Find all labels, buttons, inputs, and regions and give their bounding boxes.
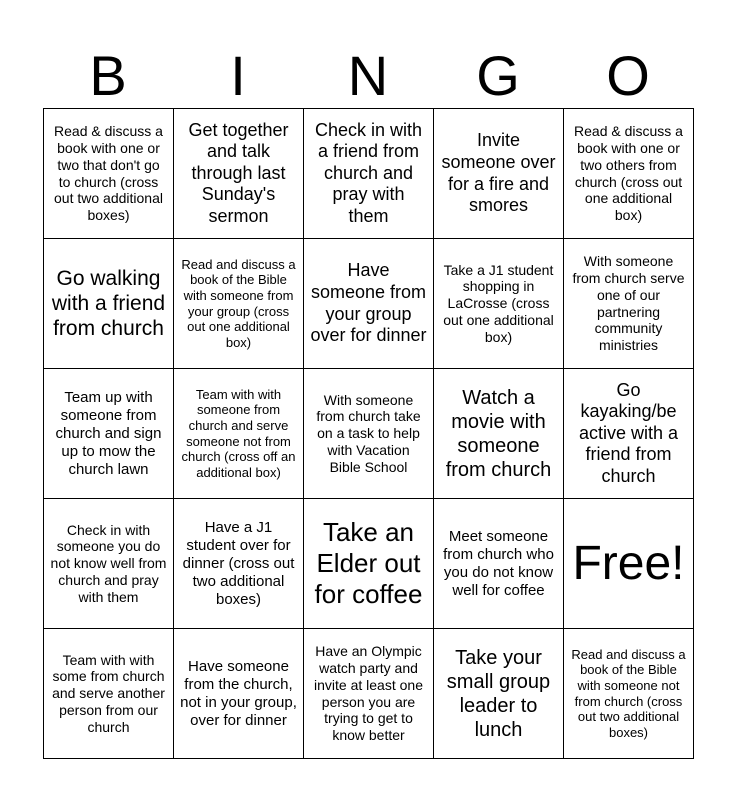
bingo-cell[interactable]: With someone from church serve one of our partnering community ministries — [564, 239, 694, 369]
bingo-cell[interactable]: Read and discuss a book of the Bible with someone not from church (cross out two additional boxes) — [564, 629, 694, 759]
bingo-card-grid — [43, 108, 694, 759]
bingo-cell[interactable]: With someone from church take on a task to help with Vacation Bible School — [304, 369, 434, 499]
free-space-cell[interactable]: Free! — [564, 499, 694, 629]
bingo-cell[interactable]: Check in with someone you do not know well from church and pray with them — [44, 499, 174, 629]
bingo-cell[interactable]: Have an Olympic watch party and invite at least one person you are trying to get to know better — [304, 629, 434, 759]
header-letter-g: G — [476, 44, 520, 107]
bingo-cell[interactable]: Have someone from your group over for dinner — [304, 239, 434, 369]
header-letter-b: B — [89, 44, 127, 107]
bingo-cell[interactable]: Team up with someone from church and sign up to mow the church lawn — [44, 369, 174, 499]
bingo-header — [43, 44, 693, 108]
bingo-cell[interactable]: Team with with someone from church and serve someone not from church (cross off an additional box) — [174, 369, 304, 499]
bingo-cell[interactable]: Check in with a friend from church and pray with them — [304, 109, 434, 239]
header-letter-i: I — [230, 44, 246, 107]
bingo-cell[interactable]: Read & discuss a book with one or two others from church (cross out one additional box) — [564, 109, 694, 239]
bingo-cell[interactable]: Team with with some from church and serve another person from our church — [44, 629, 174, 759]
bingo-cell[interactable]: Go kayaking/be active with a friend from church — [564, 369, 694, 499]
bingo-cell[interactable]: Meet someone from church who you do not know well for coffee — [434, 499, 564, 629]
bingo-cell[interactable]: Take a J1 student shopping in LaCrosse (cross out one additional box) — [434, 239, 564, 369]
bingo-cell[interactable]: Read and discuss a book of the Bible with someone from your group (cross out one additional box) — [174, 239, 304, 369]
bingo-cell[interactable]: Have someone from the church, not in your group, over for dinner — [174, 629, 304, 759]
bingo-cell[interactable]: Take your small group leader to lunch — [434, 629, 564, 759]
bingo-cell[interactable]: Invite someone over for a fire and smores — [434, 109, 564, 239]
bingo-cell[interactable]: Read & discuss a book with one or two that don't go to church (cross out two additional boxes) — [44, 109, 174, 239]
bingo-cell[interactable]: Watch a movie with someone from church — [434, 369, 564, 499]
grid-row — [44, 109, 694, 239]
bingo-cell[interactable]: Get together and talk through last Sunday's sermon — [174, 109, 304, 239]
grid-row — [44, 499, 694, 629]
grid-row — [44, 629, 694, 759]
grid-row — [44, 369, 694, 499]
bingo-cell[interactable]: Take an Elder out for coffee — [304, 499, 434, 629]
header-letter-o: O — [606, 44, 650, 107]
grid-row — [44, 239, 694, 369]
bingo-cell[interactable]: Go walking with a friend from church — [44, 239, 174, 369]
header-letter-n: N — [347, 44, 389, 107]
bingo-cell[interactable]: Have a J1 student over for dinner (cross out two additional boxes) — [174, 499, 304, 629]
